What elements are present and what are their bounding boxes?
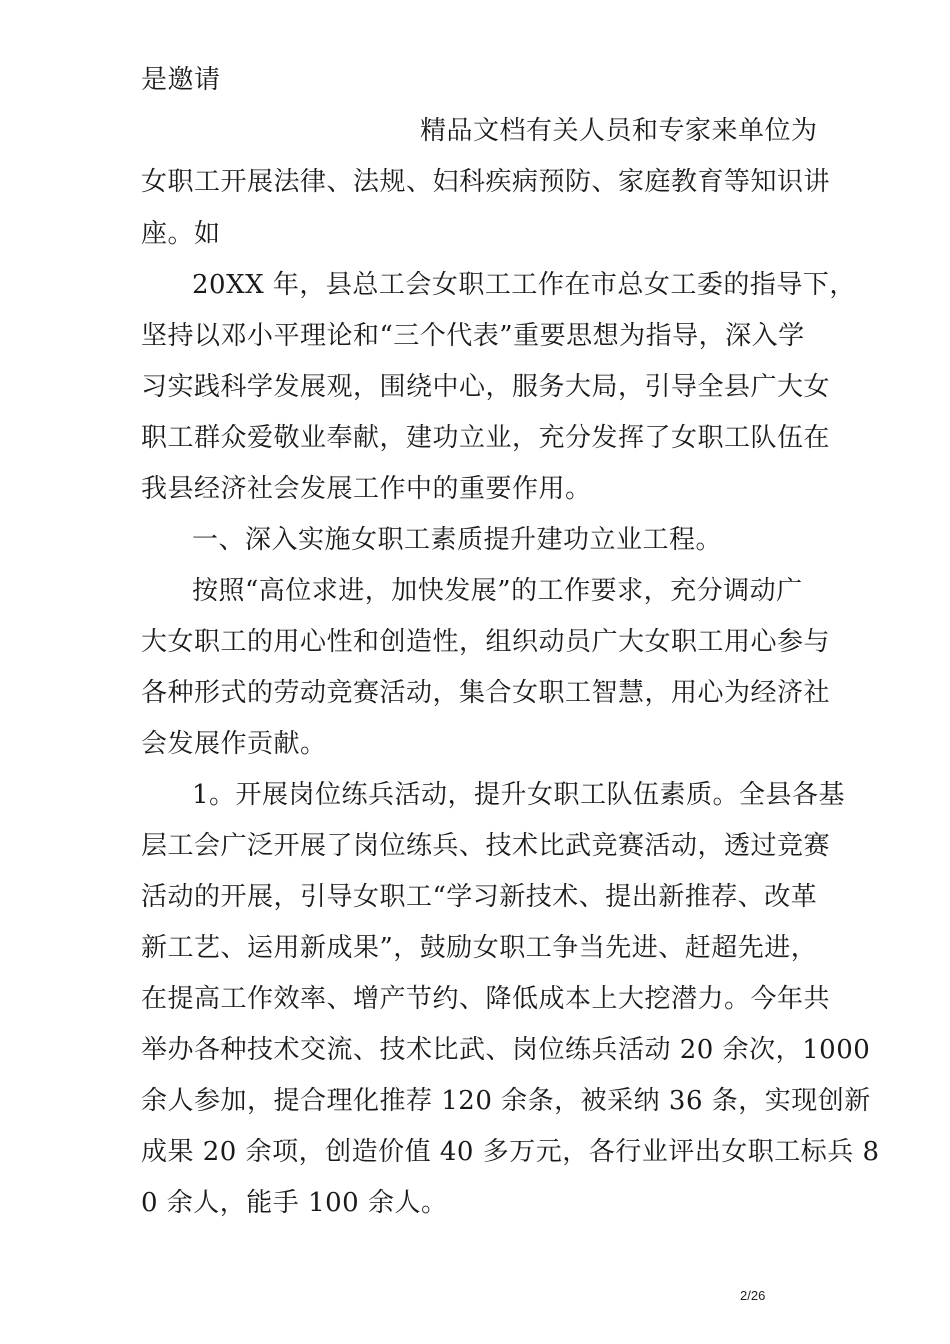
text-line: 大女职工的用心性和创造性，组织动员广大女职工用心参与 <box>141 627 831 657</box>
text-line: 在提高工作效率、增产节约、降低成本上大挖潜力。今年共 <box>141 984 831 1014</box>
paragraph-first-line: 按照“高位求进，加快发展”的工作要求，充分调动广 <box>192 576 803 606</box>
page-number: 2/26 <box>740 1288 766 1303</box>
section-heading: 一、深入实施女职工素质提升建功立业工程。 <box>192 525 723 555</box>
text-line: 层工会广泛开展了岗位练兵、技术比武竞赛活动，透过竞赛 <box>141 831 831 861</box>
text-line: 余人参加，提合理化推荐 120 余条，被采纳 36 条，实现创新 <box>141 1086 871 1116</box>
text-line: 坚持以邓小平理论和“三个代表”重要思想为指导，深入学 <box>141 321 805 351</box>
text-line: 新工艺、运用新成果”，鼓励女职工争当先进、赶超先进， <box>141 933 818 963</box>
text-line: 习实践科学发展观，围绕中心，服务大局，引导全县广大女 <box>141 372 831 402</box>
text-line: 0 余人，能手 100 余人。 <box>141 1188 448 1218</box>
text-line: 精品文档有关人员和专家来单位为 <box>420 116 818 146</box>
text-line: 各种形式的劳动竞赛活动，集合女职工智慧，用心为经济社 <box>141 678 831 708</box>
text-line: 座。如 <box>141 219 221 249</box>
text-line: 职工群众爱敬业奉献，建功立业，充分发挥了女职工队伍在 <box>141 423 831 453</box>
text-line: 会发展作贡献。 <box>141 729 327 759</box>
paragraph-first-line: 1。开展岗位练兵活动，提升女职工队伍素质。全县各基 <box>192 780 846 810</box>
text-line: 成果 20 余项，创造价值 40 多万元，各行业评出女职工标兵 8 <box>141 1137 880 1167</box>
text-line: 是邀请 <box>141 65 221 95</box>
paragraph-first-line: 20XX 年，县总工会女职工工作在市总女工委的指导下， <box>192 270 856 300</box>
text-line: 活动的开展，引导女职工“学习新技术、提出新推荐、改革 <box>141 882 818 912</box>
text-line: 举办各种技术交流、技术比武、岗位练兵活动 20 余次，1000 <box>141 1035 871 1065</box>
text-line: 我县经济社会发展工作中的重要作用。 <box>141 474 592 504</box>
text-line: 女职工开展法律、法规、妇科疾病预防、家庭教育等知识讲 <box>141 167 831 197</box>
